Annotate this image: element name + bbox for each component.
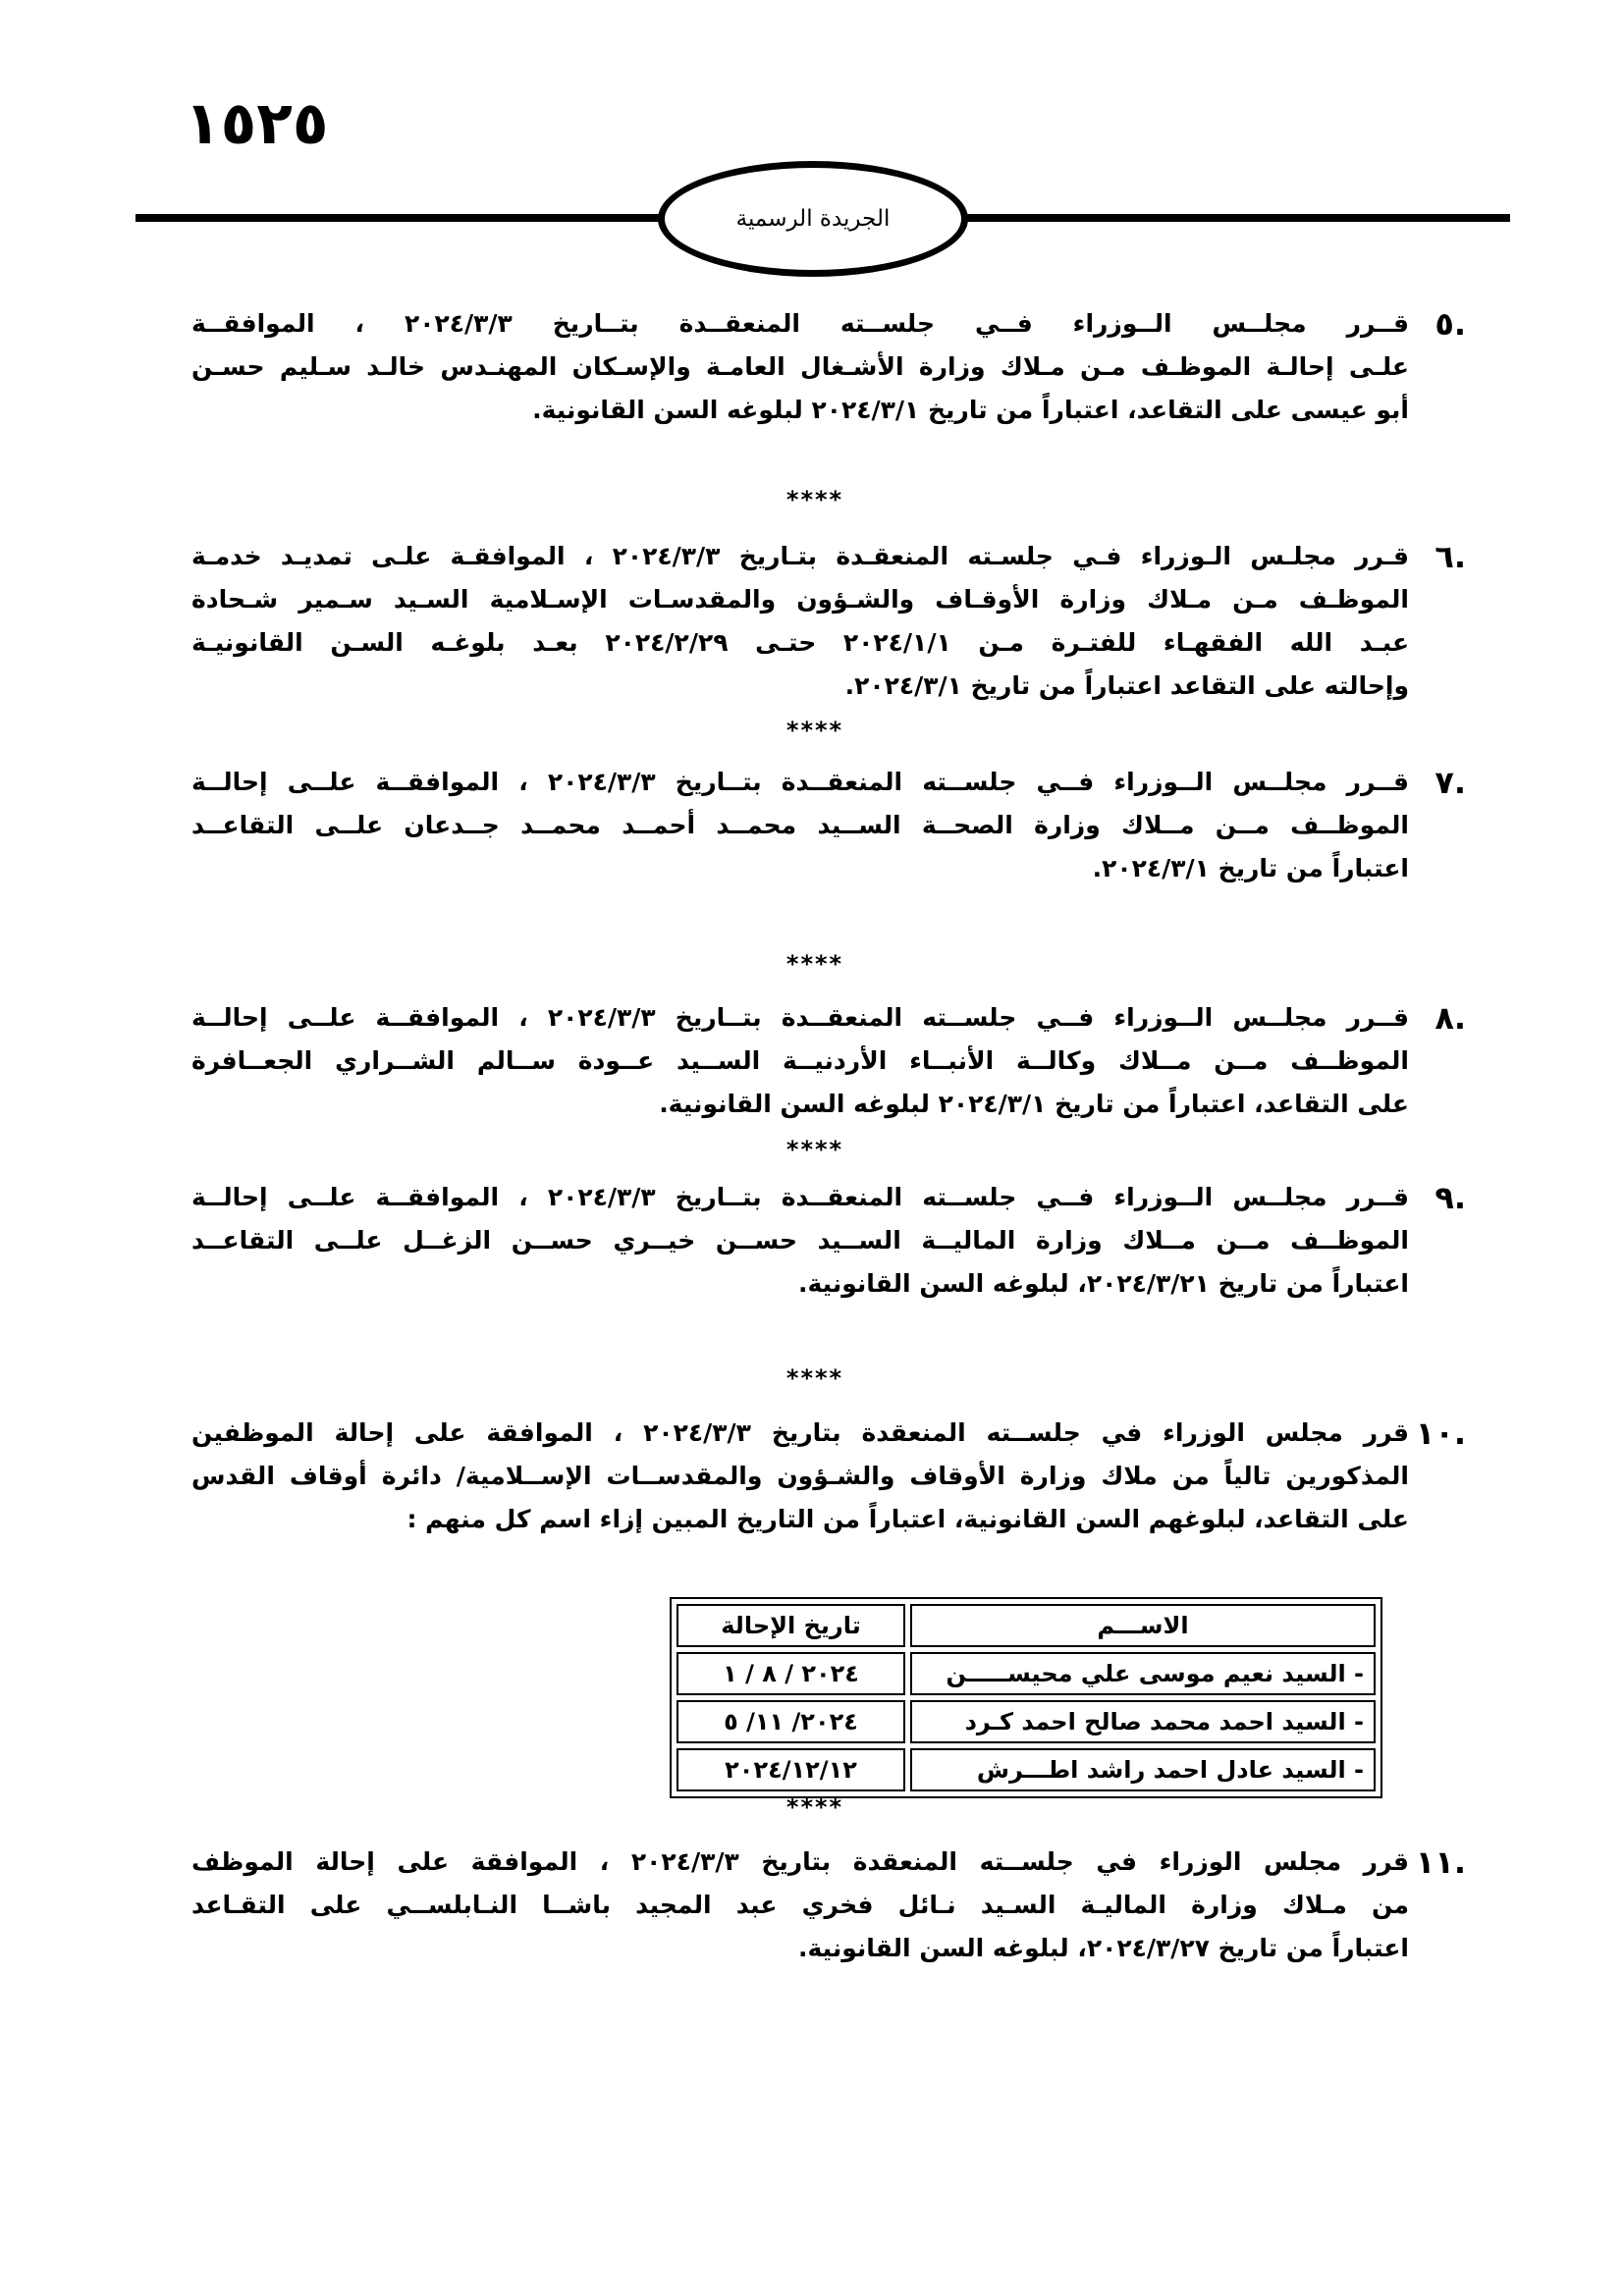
- separator: ****: [785, 1793, 844, 1821]
- item-number: .٦: [1435, 538, 1466, 575]
- item-line: اعتباراً من تاريخ ٢٠٢٤/٣/١.: [1092, 854, 1409, 882]
- decision-item-10: [191, 1412, 1466, 1541]
- item-number: .٧: [1435, 764, 1466, 801]
- separator: ****: [785, 486, 844, 513]
- retirement-date: ٢٠٢٤ / ٨ / ١: [677, 1652, 905, 1695]
- retiree-name: - السيد نعيم موسى علي محيســـــن: [910, 1652, 1376, 1695]
- item-line: الموظــف مــن مــلاك وكالــة الأنبــاء الأردنيــة الســيد عــودة ســالم الشــراري الجعــافرة: [191, 1046, 1409, 1075]
- header-title: الجريدة الرسمية: [735, 206, 891, 232]
- separator: ****: [785, 1364, 844, 1392]
- separator: ****: [785, 1136, 844, 1163]
- table-row: [677, 1700, 1376, 1743]
- item-line: الموظــف مــن مــلاك وزارة الصحــة الســيد محمــد أحمــد محمــد جــدعان علــى التقاعــد: [191, 811, 1409, 839]
- column-header-name: الاســـم: [910, 1604, 1376, 1647]
- column-header-date: تاريخ الإحالة: [677, 1604, 905, 1647]
- item-number: .٩: [1435, 1179, 1466, 1216]
- separator: ****: [785, 717, 844, 744]
- separator: ****: [785, 950, 844, 978]
- item-line: المذكورين تالياً من ملاك وزارة الأوقاف والشـؤون والمقدســات الإســلامية/ دائرة أوقاف القدس: [191, 1462, 1409, 1490]
- item-line: قــرر مجلــس الــوزراء فــي جلســته المنعقــدة بتــاريخ ٢٠٢٤/٣/٣ ، الموافقــة علــى إحالــة: [191, 768, 1409, 796]
- decision-item-8: [191, 996, 1466, 1126]
- item-line: اعتباراً من تاريخ ٢٠٢٤/٣/٢١، لبلوغه السن القانونية.: [797, 1269, 1409, 1298]
- decision-item-11: [191, 1841, 1466, 1970]
- item-line: قـرر مجلـس الـوزراء فـي جلسـته المنعقـدة بتـاريخ ٢٠٢٤/٣/٣ ، الموافقـة علـى تمديـد خدمـة: [191, 542, 1409, 570]
- retiree-name: - السيد عادل احمد راشد اطـــرش: [910, 1748, 1376, 1791]
- item-line: قــرر مجلــس الــوزراء فــي جلســته المنعقــدة بتــاريخ ٢٠٢٤/٣/٣ ، الموافقــة: [191, 309, 1409, 338]
- item-line: على التقاعد، لبلوغهم السن القانونية، اعتباراً من التاريخ المبين إزاء اسم كل منهم :: [406, 1505, 1409, 1533]
- header-rule-left: [135, 214, 661, 222]
- table-header-row: [677, 1604, 1376, 1647]
- item-line: قــرر مجلــس الــوزراء فــي جلســته المنعقــدة بتــاريخ ٢٠٢٤/٣/٣ ، الموافقــة علــى إحالــة: [191, 1003, 1409, 1032]
- item-number: .١٠: [1415, 1415, 1466, 1452]
- decision-item-7: [191, 761, 1466, 890]
- item-line: علـى إحالـة الموظـف مـن مـلاك وزارة الأشـغال العامـة والإسـكان المهنـدس خالـد سـليم حسـن: [191, 352, 1409, 381]
- item-number: .١١: [1415, 1843, 1466, 1881]
- item-line: اعتباراً من تاريخ ٢٠٢٤/٣/٢٧، لبلوغه السن القانونية.: [797, 1934, 1409, 1962]
- item-line: قرر مجلس الوزراء في جلســته المنعقدة بتاريخ ٢٠٢٤/٣/٣ ، الموافقة على إحالة الموظف: [191, 1847, 1409, 1876]
- item-line: الموظــف مــن مــلاك وزارة الماليــة الســيد حســن خيــري حســن الزغــل علــى التقاعــد: [191, 1226, 1409, 1255]
- table-row: [677, 1748, 1376, 1791]
- retirees-table: [670, 1597, 1382, 1798]
- item-line: على التقاعد، اعتباراً من تاريخ ٢٠٢٤/٣/١ لبلوغه السن القانونية.: [659, 1090, 1409, 1118]
- item-line: أبو عيسى على التقاعد، اعتباراً من تاريخ ٢٠٢٤/٣/١ لبلوغه السن القانونية.: [532, 396, 1409, 424]
- item-line: عبـد الله الفقهـاء للفتـرة مـن ٢٠٢٤/١/١ حتـى ٢٠٢٤/٢/٢٩ بعـد بلوغـه السـن القانونيـة: [191, 628, 1410, 657]
- item-line: وإحالته على التقاعد اعتباراً من تاريخ ٢٠٢٤/٣/١.: [844, 671, 1409, 700]
- page-number: ١٥٢٥: [185, 89, 329, 158]
- decision-item-9: [191, 1176, 1466, 1306]
- retirement-date: ٢٠٢٤/ ١١/ ٥: [677, 1700, 905, 1743]
- item-number: .٨: [1435, 999, 1466, 1037]
- item-line: قرر مجلس الوزراء في جلســته المنعقدة بتاريخ ٢٠٢٤/٣/٣ ، الموافقة على إحالة الموظفين: [191, 1418, 1410, 1447]
- retiree-name: - السيد احمد محمد صالح احمد كـرد: [910, 1700, 1376, 1743]
- item-line: من مـلاك وزارة الماليـة السـيد نـائل فخري عبد المجيد باشــا النـابلســي على التقـاعد: [191, 1891, 1409, 1919]
- decision-item-6: [191, 535, 1466, 708]
- retirement-date: ٢٠٢٤/١٢/١٢: [677, 1748, 905, 1791]
- header-rule-right: [965, 214, 1510, 222]
- item-number: .٥: [1435, 305, 1466, 343]
- item-line: قــرر مجلــس الــوزراء فــي جلســته المنعقــدة بتــاريخ ٢٠٢٤/٣/٣ ، الموافقــة علــى إحالــة: [191, 1183, 1409, 1211]
- decision-item-5: [191, 302, 1466, 432]
- header-oval: [658, 161, 968, 277]
- item-line: الموظـف مـن مـلاك وزارة الأوقـاف والشـؤون والمقدسـات الإسـلامية السـيد سـمير شـحادة: [191, 585, 1409, 614]
- table-row: [677, 1652, 1376, 1695]
